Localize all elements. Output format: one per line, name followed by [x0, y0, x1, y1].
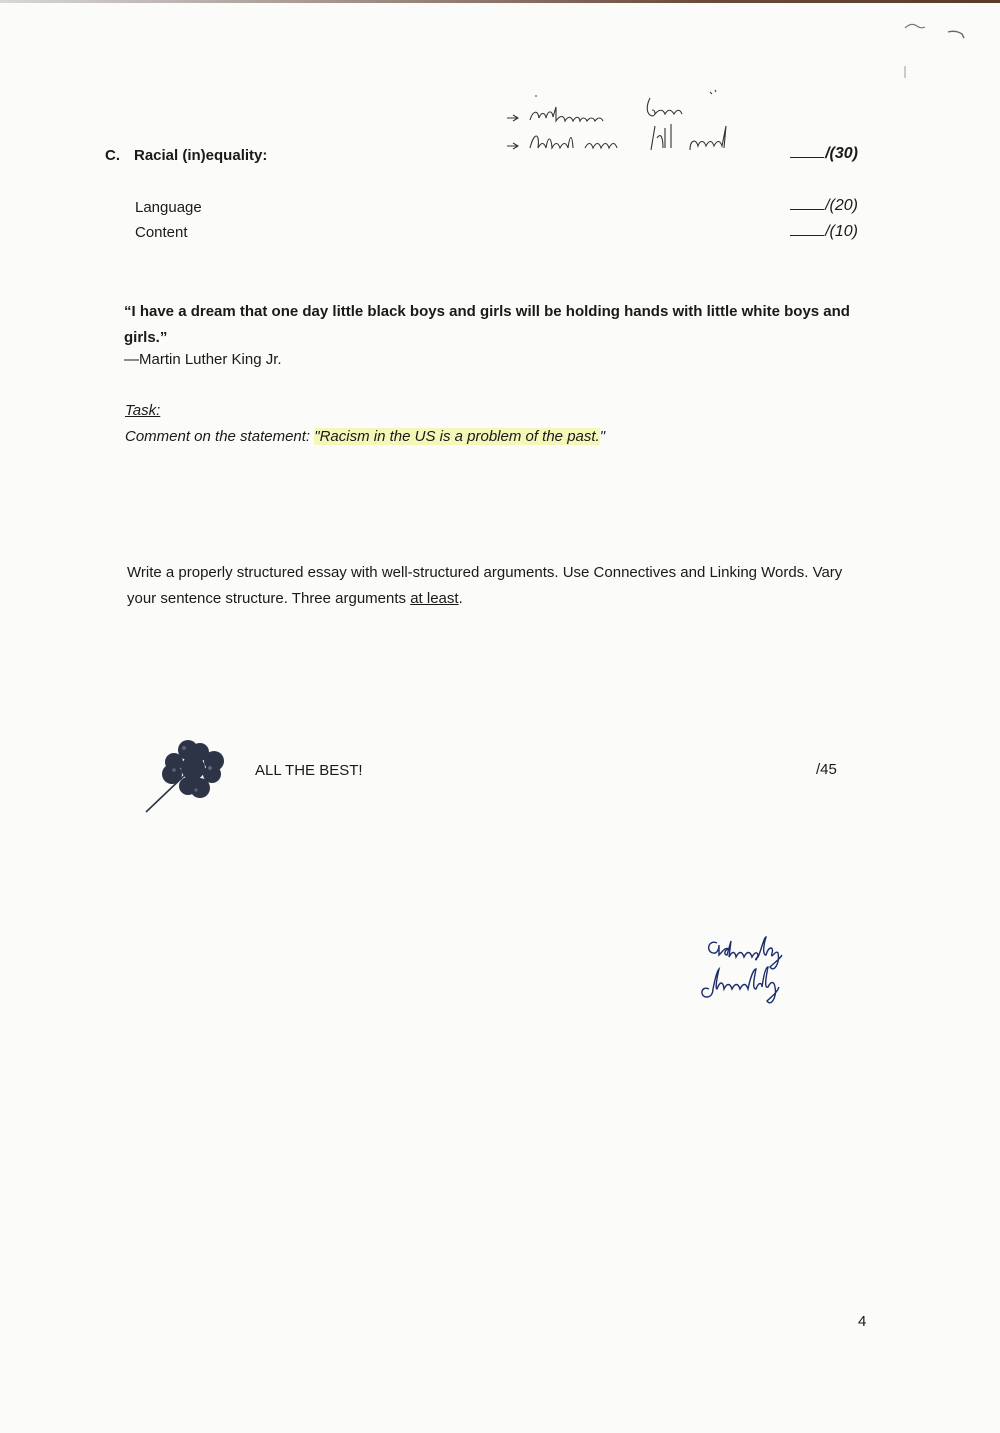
- page-number: 4: [858, 1313, 867, 1330]
- section-total-score: [718, 145, 858, 163]
- criterion-score-content: [718, 223, 858, 241]
- task-closing-quote: ": [599, 428, 606, 445]
- criterion-label-content: Content: [135, 224, 188, 241]
- score-blank-line: [790, 157, 824, 158]
- quote-attribution: —Martin Luther King Jr.: [124, 351, 282, 368]
- instructions-text: Write a properly structured essay with well-structured arguments. Use Connectives and Linking Words. Vary your sentence structure. Three arguments: [127, 564, 843, 607]
- handwritten-acknowledge-signature: [695, 925, 815, 1005]
- four-leaf-clover-icon: [140, 728, 235, 818]
- score-blank-line: [790, 235, 824, 236]
- criterion-score-language-value: /(20): [825, 197, 858, 214]
- criterion-score-language: [718, 197, 858, 215]
- section-title: Racial (in)equality:: [134, 147, 268, 164]
- closing-message: ALL THE BEST!: [255, 762, 363, 779]
- essay-instructions: [127, 560, 847, 612]
- task-statement-highlighted: "Racism in the US is a problem of the past.: [314, 428, 600, 445]
- scan-top-edge: [0, 0, 1000, 3]
- exam-total-score: /45: [816, 761, 837, 778]
- task-prefix: Comment on the statement:: [125, 428, 315, 445]
- instructions-end: .: [458, 590, 463, 607]
- criterion-score-content-value: /(10): [825, 223, 858, 240]
- instructions-underlined: at least: [410, 590, 459, 607]
- section-letter: C.: [105, 147, 120, 164]
- task-prompt: [125, 428, 605, 445]
- section-total-score-value: /(30): [825, 145, 858, 162]
- task-label: Task:: [125, 402, 161, 419]
- score-blank-line: [790, 209, 824, 210]
- corner-pencil-marks: [900, 18, 980, 88]
- mlk-quote: “I have a dream that one day little black boys and girls will be holding hands with little white boys and girls.”: [124, 303, 850, 346]
- criterion-label-language: Language: [135, 199, 202, 216]
